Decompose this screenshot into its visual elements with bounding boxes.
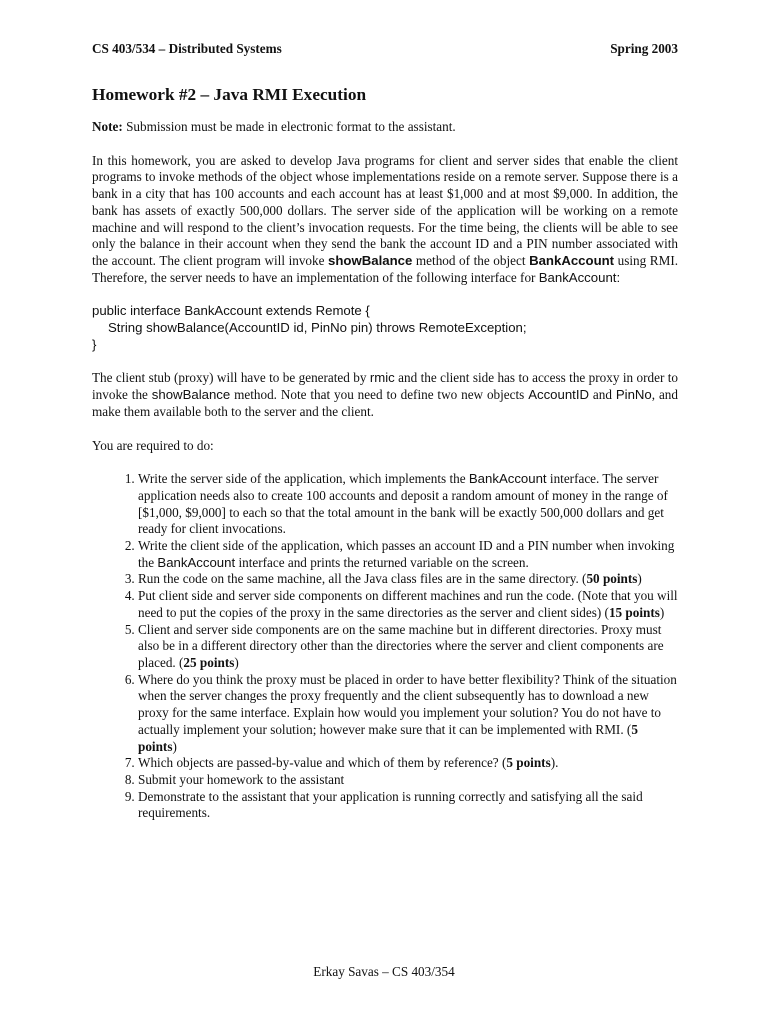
document-page xyxy=(92,40,678,822)
task-item-6: 6. Where do you think the proxy must be placed in order to have better flexibility? Think of the situation when the server changes the proxy frequently and the client subsequently has to download a new proxy for the same interface. Explain how would you implement your solution? You do not have to actually implement your solution; however make sure that it can be implemented with RMI. (5 points) xyxy=(138,672,678,756)
task-2-interface-name: BankAccount xyxy=(157,554,236,570)
note-text: Submission must be made in electronic format to the assistant. xyxy=(122,119,456,134)
stub-method-showbalance: showBalance xyxy=(151,387,231,403)
task-item-2: 2. Write the client side of the application, which passes an account ID and a PIN number when invoking the BankAccount interface and prints the returned variable on the screen. xyxy=(138,538,678,571)
task-item-5: 5. Client and server side components are on the same machine but in different directories. Proxy must also be in a different directory other than the directories where the server and client components are placed. (25 points) xyxy=(138,622,678,672)
task-3-points: 50 points xyxy=(586,571,638,587)
task-item-9: 9. Demonstrate to the assistant that your application is running correctly and satisfying all the said requirements. xyxy=(138,789,678,822)
intro-paragraph xyxy=(92,153,678,287)
task-item-4: 4. Put client side and server side components on different machines and run the code. (Note that you will need to put the copies of the proxy in the same directories as the server and client sides) (15 points) xyxy=(138,588,678,621)
stub-term-rmic: rmic xyxy=(369,370,395,386)
intro-object-bankaccount: BankAccount xyxy=(529,252,615,268)
intro-text-2: method of the object xyxy=(412,252,530,268)
stub-text-5: , and make them available both to the server and the client. xyxy=(92,387,678,419)
term: Spring 2003 xyxy=(610,41,678,56)
task-7-points: 5 points xyxy=(506,755,551,771)
stub-text-4: and xyxy=(589,387,616,403)
stub-object-pinno: PinNo xyxy=(615,387,652,403)
task-4-points: 15 points xyxy=(608,604,660,620)
task-item-1: 1. Write the server side of the application, which implements the BankAccount interface. The server application needs also to create 100 accounts and deposit a random amount of money in the range of [$1,000, $9,000] to each so that the total amount in the bank will be exactly 500,000 dollars and get ready for client invocations. xyxy=(138,471,678,538)
stub-object-accountid: AccountID xyxy=(528,387,590,403)
intro-text-3: using RMI. Therefore, the server needs to have an implementation of the following interface for xyxy=(92,252,679,285)
code-line-1: public interface BankAccount extends Remote { xyxy=(92,303,370,319)
intro-method-showbalance: showBalance xyxy=(328,252,413,268)
note-label: Note: xyxy=(92,119,123,134)
intro-interface-bankaccount: BankAccount: xyxy=(538,269,621,285)
intro-text-1: In this homework, you are asked to develop Java programs for client and server sides that enable the client programs to invoke methods of the object whose implementations reside on a remote server. Suppose there is a bank in a city that has 100 accounts and each account has at least $1,000 and at most $9,000. In addition, the bank has assets of exactly 500,000 dollars. The server side of the application will be working on a remote machine and will respond to the client’s invocation requests. For the time being, the clients will be able to see only the balance in their account when they send the bank the account ID and a PIN number associated with the account. The client program will invoke xyxy=(92,152,678,268)
code-line-2: String showBalance(AccountID id, PinNo pin) throws RemoteException; xyxy=(108,320,527,336)
homework-title: Homework #2 – Java RMI Execution xyxy=(92,85,367,104)
task-list xyxy=(92,471,678,822)
submission-note xyxy=(92,119,678,136)
task-5-points: 25 points xyxy=(183,654,235,670)
stub-text-3: method. Note that you need to define two new objects xyxy=(230,387,529,403)
course-name: CS 403/534 – Distributed Systems xyxy=(92,41,282,56)
code-line-3: } xyxy=(92,336,97,352)
task-6-points: 5 points xyxy=(138,721,638,754)
task-item-7: 7. Which objects are passed-by-value and which of them by reference? (5 points). xyxy=(138,755,678,772)
stub-paragraph xyxy=(92,370,678,420)
page-footer: Erkay Savas – CS 403/354 xyxy=(313,964,455,979)
page-header xyxy=(92,40,678,58)
task-item-8: 8. Submit your homework to the assistant xyxy=(138,772,678,789)
task-1-interface-name: BankAccount xyxy=(468,471,547,487)
stub-text-2: and the client side has to access the proxy in order to invoke the xyxy=(92,370,678,403)
required-heading: You are required to do: xyxy=(92,437,214,453)
task-item-3: 3. Run the code on the same machine, all the Java class files are in the same directory. (50 points) xyxy=(138,571,678,588)
interface-code-block xyxy=(92,303,678,353)
stub-text-1: The client stub (proxy) will have to be generated by xyxy=(92,370,370,386)
